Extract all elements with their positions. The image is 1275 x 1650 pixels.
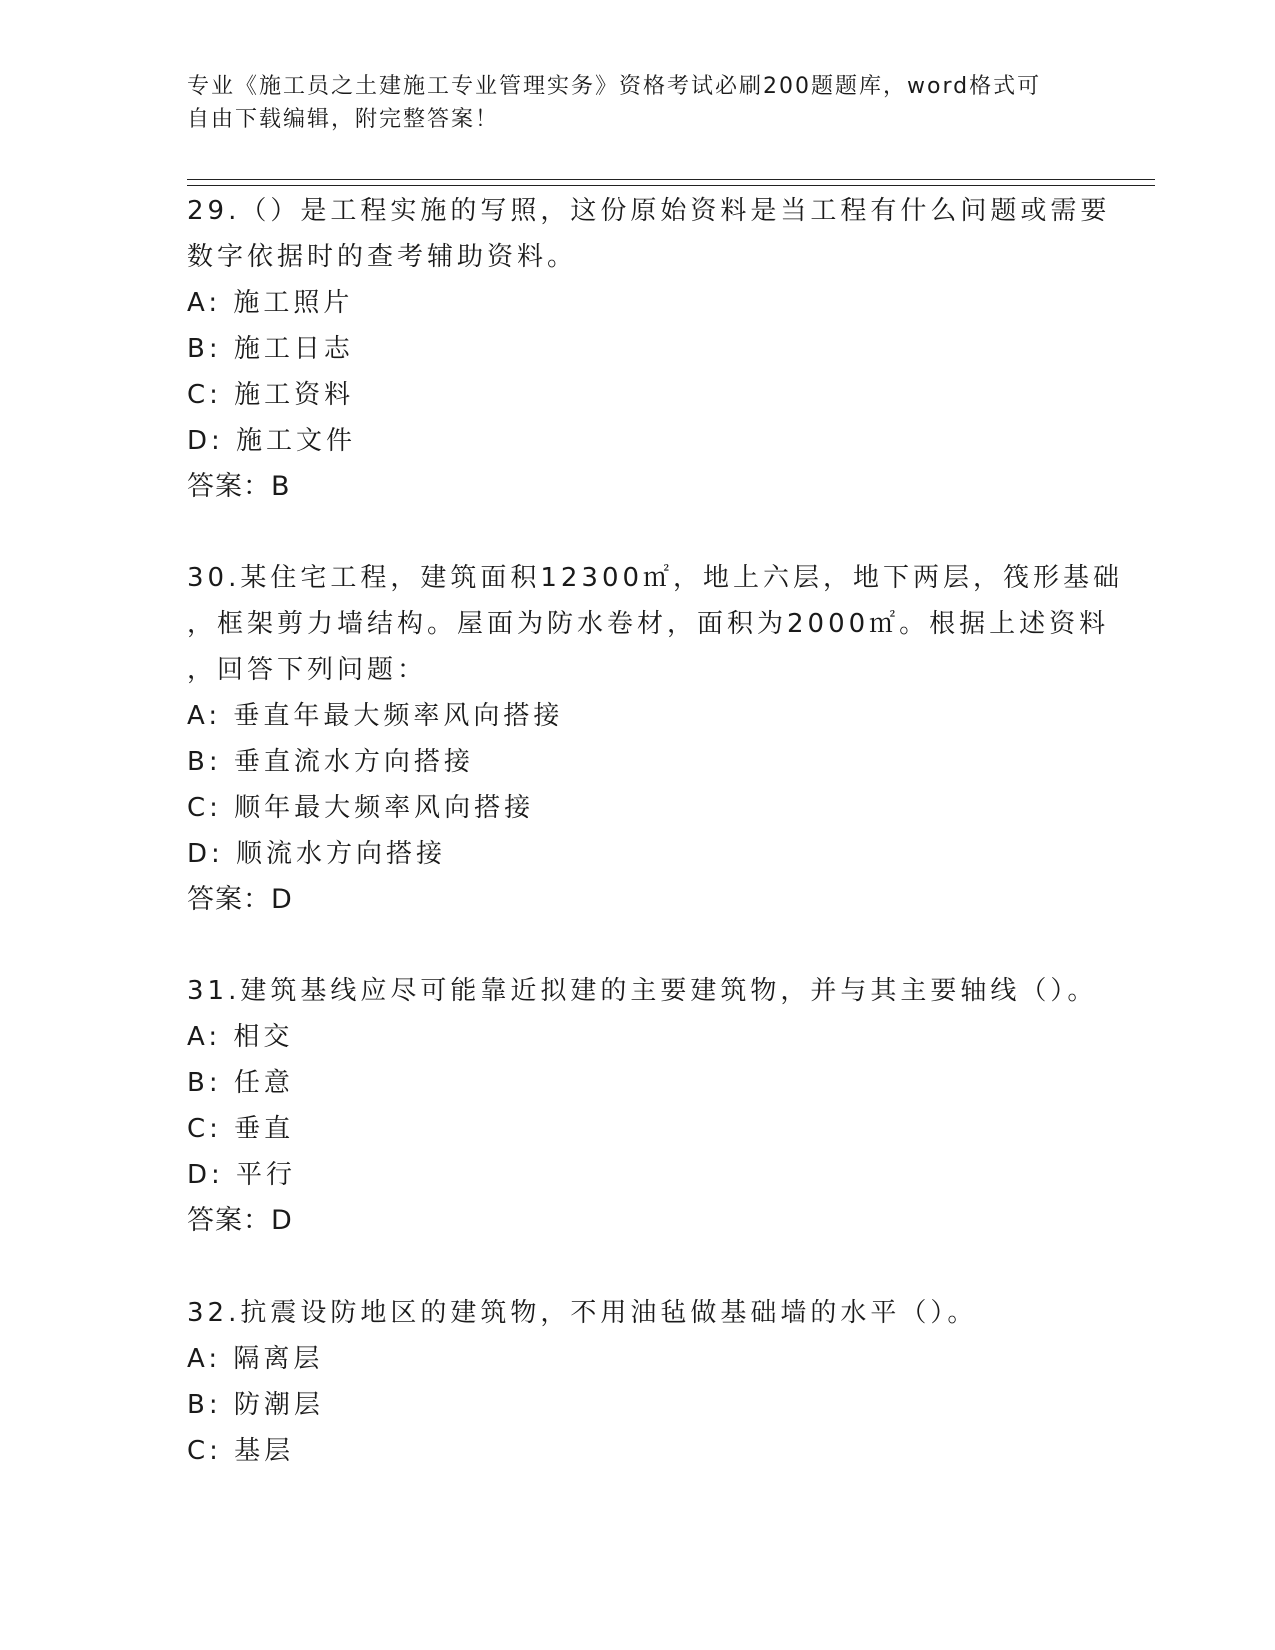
option-b: B: 施工日志 [187,334,354,364]
question-stem [187,1290,1087,1336]
question-29 [187,188,1111,510]
header-line-1: 专业《施工员之土建施工专业管理实务》资格考试必刷200题题库，word格式可 [187,74,1042,99]
option-b: B: 任意 [187,1068,294,1098]
stem-line: 31.建筑基线应尽可能靠近拟建的主要建筑物，并与其主要轴线（）。 [187,976,1098,1006]
option-a: A: 施工照片 [187,288,354,318]
answer: 答案：B [187,471,291,502]
stem-line: ，回答下列问题： [187,655,428,685]
header-divider-top [187,179,1155,180]
option-a: A: 相交 [187,1022,294,1052]
question-stem [187,555,1124,693]
option-a: A: 隔离层 [187,1344,324,1374]
option-a: A: 垂直年最大频率风向搭接 [187,701,564,731]
question-32 [187,1290,1087,1474]
option-b: B: 防潮层 [187,1390,324,1420]
header-line-2: 自由下载编辑，附完整答案！ [187,107,500,132]
option-c: C: 顺年最大频率风向搭接 [187,793,535,823]
option-b: B: 垂直流水方向搭接 [187,747,474,777]
stem-line: 30.某住宅工程，建筑面积12300㎡，地上六层，地下两层，筏形基础 [187,563,1124,593]
stem-line: 数字依据时的查考辅助资料。 [187,242,578,272]
option-d: D: 顺流水方向搭接 [187,839,447,869]
option-d: D: 施工文件 [187,426,357,456]
stem-line: ，框架剪力墙结构。屋面为防水卷材，面积为2000㎡。根据上述资料 [187,609,1110,639]
option-d: D: 平行 [187,1160,297,1190]
option-c: C: 基层 [187,1436,295,1466]
stem-line: 32.抗震设防地区的建筑物，不用油毡做基础墙的水平（）。 [187,1298,978,1328]
stem-line: 29.（）是工程实施的写照，这份原始资料是当工程有什么问题或需要 [187,196,1111,226]
question-31 [187,968,1098,1244]
document-header [187,70,1087,136]
question-30 [187,555,1124,923]
question-stem [187,968,1098,1014]
answer: 答案：D [187,884,293,915]
question-stem [187,188,1111,280]
option-c: C: 垂直 [187,1114,295,1144]
option-c: C: 施工资料 [187,380,355,410]
header-divider-bottom [187,185,1155,186]
answer: 答案：D [187,1205,293,1236]
